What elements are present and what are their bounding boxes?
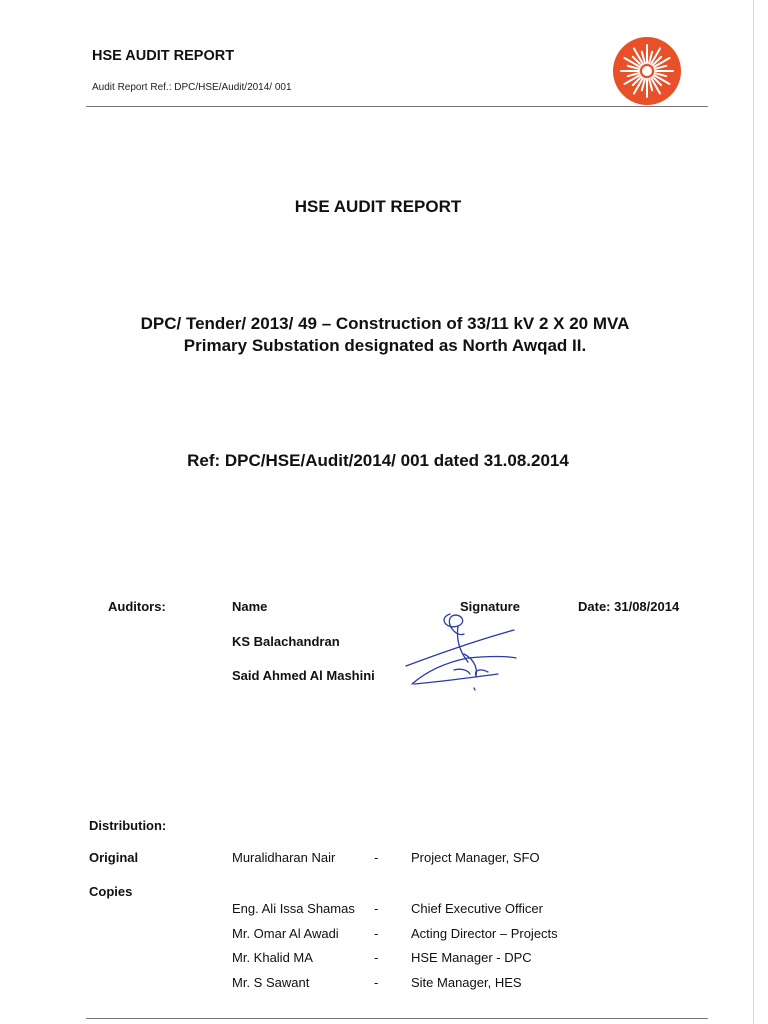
footer-divider bbox=[86, 1018, 708, 1019]
project-line-1: DPC/ Tender/ 2013/ 49 – Construction of 33/11 kV 2 X 20 MVA bbox=[140, 314, 630, 333]
copy-recipient-role: Chief Executive Officer bbox=[411, 901, 543, 916]
header-title: HSE AUDIT REPORT bbox=[92, 48, 235, 64]
copy-recipient-role: Acting Director – Projects bbox=[411, 926, 558, 941]
distribution-label: Distribution: bbox=[89, 818, 167, 833]
separator-dash: - bbox=[374, 926, 379, 941]
copy-recipient-name: Mr. Omar Al Awadi bbox=[232, 926, 339, 941]
page-edge bbox=[753, 0, 754, 1024]
original-label: Original bbox=[89, 850, 139, 865]
document-title: HSE AUDIT REPORT bbox=[294, 197, 462, 216]
copies-label: Copies bbox=[89, 884, 133, 899]
copy-recipient-role: HSE Manager - DPC bbox=[411, 950, 532, 965]
header-divider bbox=[86, 106, 708, 107]
separator-dash: - bbox=[374, 975, 379, 990]
separator-dash: - bbox=[374, 901, 379, 916]
auditor-name: KS Balachandran bbox=[232, 634, 340, 649]
reference-line: Ref: DPC/HSE/Audit/2014/ 001 dated 31.08.2014 bbox=[187, 451, 569, 470]
project-line-2: Primary Substation designated as North Awqad II. bbox=[183, 336, 587, 355]
header-reference: Audit Report Ref.: DPC/HSE/Audit/2014/ 001 bbox=[92, 82, 292, 93]
name-column-header: Name bbox=[232, 599, 268, 614]
separator-dash: - bbox=[374, 950, 379, 965]
audit-date: Date: 31/08/2014 bbox=[578, 599, 680, 614]
company-logo-icon bbox=[612, 36, 682, 106]
original-recipient-name: Muralidharan Nair bbox=[232, 850, 336, 865]
copy-recipient-name: Mr. S Sawant bbox=[232, 975, 310, 990]
copy-recipient-name: Eng. Ali Issa Shamas bbox=[232, 901, 355, 916]
separator-dash: - bbox=[374, 850, 379, 865]
copy-recipient-role: Site Manager, HES bbox=[411, 975, 522, 990]
signature-column-header: Signature bbox=[460, 599, 520, 614]
handwritten-signature bbox=[398, 600, 528, 700]
project-description bbox=[0, 313, 700, 357]
auditors-label: Auditors: bbox=[108, 599, 166, 614]
auditor-name: Said Ahmed Al Mashini bbox=[232, 668, 375, 683]
original-recipient-role: Project Manager, SFO bbox=[411, 850, 540, 865]
copy-recipient-name: Mr. Khalid MA bbox=[232, 950, 313, 965]
